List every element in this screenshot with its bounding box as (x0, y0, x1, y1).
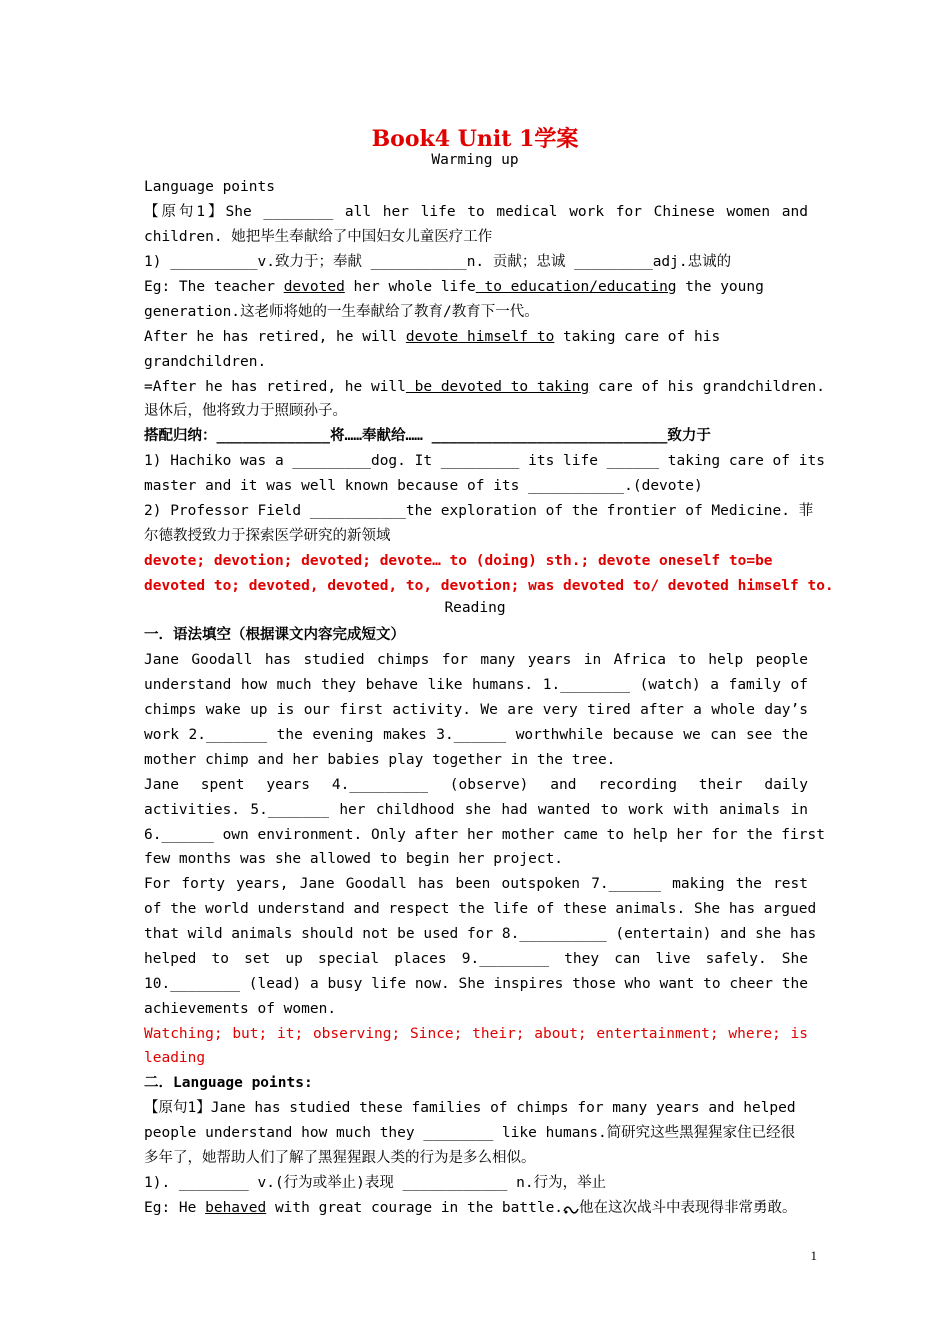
passage-line: For forty years, Jane Goodall has been outspoken 7.______ making the rest (144, 876, 808, 892)
page-number: 1 (810, 1248, 817, 1263)
language-points-heading: Language points (144, 179, 275, 195)
section-reading: Reading (444, 600, 506, 616)
underlined-text: behaved (205, 1200, 267, 1216)
collocation-summary: 搭配归纳：_____________将……奉献给…… ___________________________致力于 (144, 428, 711, 444)
text-line: 1) __________v.致力于；奉献 ___________n. 贡献；忠诚 _________adj.忠诚的 (144, 254, 732, 270)
curly-arrow-icon (563, 1202, 579, 1214)
passage-line: Jane spent years 4._________ (observe) and recording their daily (144, 777, 808, 793)
underlined-text: devoted (283, 279, 345, 295)
passage-line: Jane Goodall has studied chimps for many years in Africa to help people (144, 652, 808, 668)
text-line (144, 1198, 808, 1218)
text-line (144, 327, 808, 347)
text-span: her whole life (344, 279, 476, 295)
text-span: with great courage in the battle. (266, 1200, 564, 1216)
exercise-line: master and it was well known because of its ___________.(devote) (144, 478, 703, 494)
text-span: the young (676, 279, 764, 295)
text-span: Eg: The teacher (144, 279, 284, 295)
text-line: children. 她把毕生奉献给了中国妇女儿童医疗工作 (144, 229, 493, 245)
page-title: Book4 Unit 1学案 (371, 126, 579, 152)
text-span: 他在这次战斗中表现得非常勇敢。 (579, 1200, 797, 1216)
text-span: taking care of his (554, 329, 721, 345)
text-span: Eg: He (144, 1200, 206, 1216)
passage-line: of the world understand and respect the life of these animals. She has argued (144, 901, 817, 917)
passage-line: that wild animals should not be used for 8.__________ (entertain) and she has (144, 926, 817, 942)
text-line: grandchildren. (144, 354, 267, 370)
text-span: care of his grandchildren. (589, 379, 825, 395)
exercise-line: 1) Hachiko was a _________dog. It _________ its life ______ taking care of its (144, 453, 825, 469)
passage-line: chimps wake up is our first activity. We are very tired after a whole day’s (144, 702, 808, 718)
passage-line: understand how much they behave like humans. 1.________ (watch) a family of (144, 677, 808, 693)
text-line: 退休后，他将致力于照顾孙子。 (144, 403, 347, 419)
text-line (144, 277, 808, 297)
passage-line: 6.______ own environment. Only after her mother came to help her for the first (144, 827, 825, 843)
section-heading: 一．语法填空（根据课文内容完成短文） (144, 627, 405, 643)
text-line: 【原句1】Jane has studied these families of chimps for many years and helped (144, 1100, 796, 1116)
passage-line: helped to set up special places 9.________ they can live safely. She (144, 951, 808, 967)
answer-key: devoted to; devoted, devoted, to, devotion; was devoted to/ devoted himself to. (144, 578, 834, 594)
passage-line: 10.________ (lead) a busy life now. She inspires those who want to cheer the (144, 976, 808, 992)
text-line: 【原句1】She ________ all her life to medical work for Chinese women and (144, 204, 808, 220)
exercise-line: 尔德教授致力于探索医学研究的新领域 (144, 528, 391, 544)
answer-key: devote; devotion; devoted; devote… to (doing) sth.; devote oneself to=be (144, 553, 773, 569)
underlined-text: to education/educating (475, 279, 677, 295)
passage-line: few months was she allowed to begin her project. (144, 851, 564, 867)
passage-line: mother chimp and her babies play together in the tree. (144, 752, 616, 768)
text-line: generation.这老师将她的一生奉献给了教育/教育下一代。 (144, 304, 539, 320)
answer-key: leading (144, 1050, 206, 1066)
passage-line: achievements of women. (144, 1001, 337, 1017)
text-span: =After he has retired, he will (144, 379, 406, 395)
answer-key: Watching; but; it; observing; Since; their; about; entertainment; where; is (144, 1026, 808, 1042)
text-span: After he has retired, he will (144, 329, 406, 345)
text-line (144, 377, 825, 397)
section-warming-up: Warming up (431, 152, 519, 168)
section-heading: 二．Language points: (144, 1075, 313, 1091)
text-line: 多年了，她帮助人们了解了黑猩猩跟人类的行为是多么相似。 (144, 1150, 536, 1166)
exercise-line: 2) Professor Field ___________the exploration of the frontier of Medicine. 菲 (144, 503, 814, 519)
underlined-text: devote himself to (405, 329, 555, 345)
underlined-text: be devoted to taking (405, 379, 590, 395)
text-line: 1). ________ v.(行为或举止)表现 ____________ n.行为，举止 (144, 1175, 607, 1191)
passage-line: work 2._______ the evening makes 3.______ worthwhile because we can see the (144, 727, 808, 743)
passage-line: activities. 5._______ her childhood she had wanted to work with animals in (144, 802, 808, 818)
text-line: people understand how much they ________ like humans.简研究这些黑猩猩家住已经很 (144, 1125, 796, 1141)
